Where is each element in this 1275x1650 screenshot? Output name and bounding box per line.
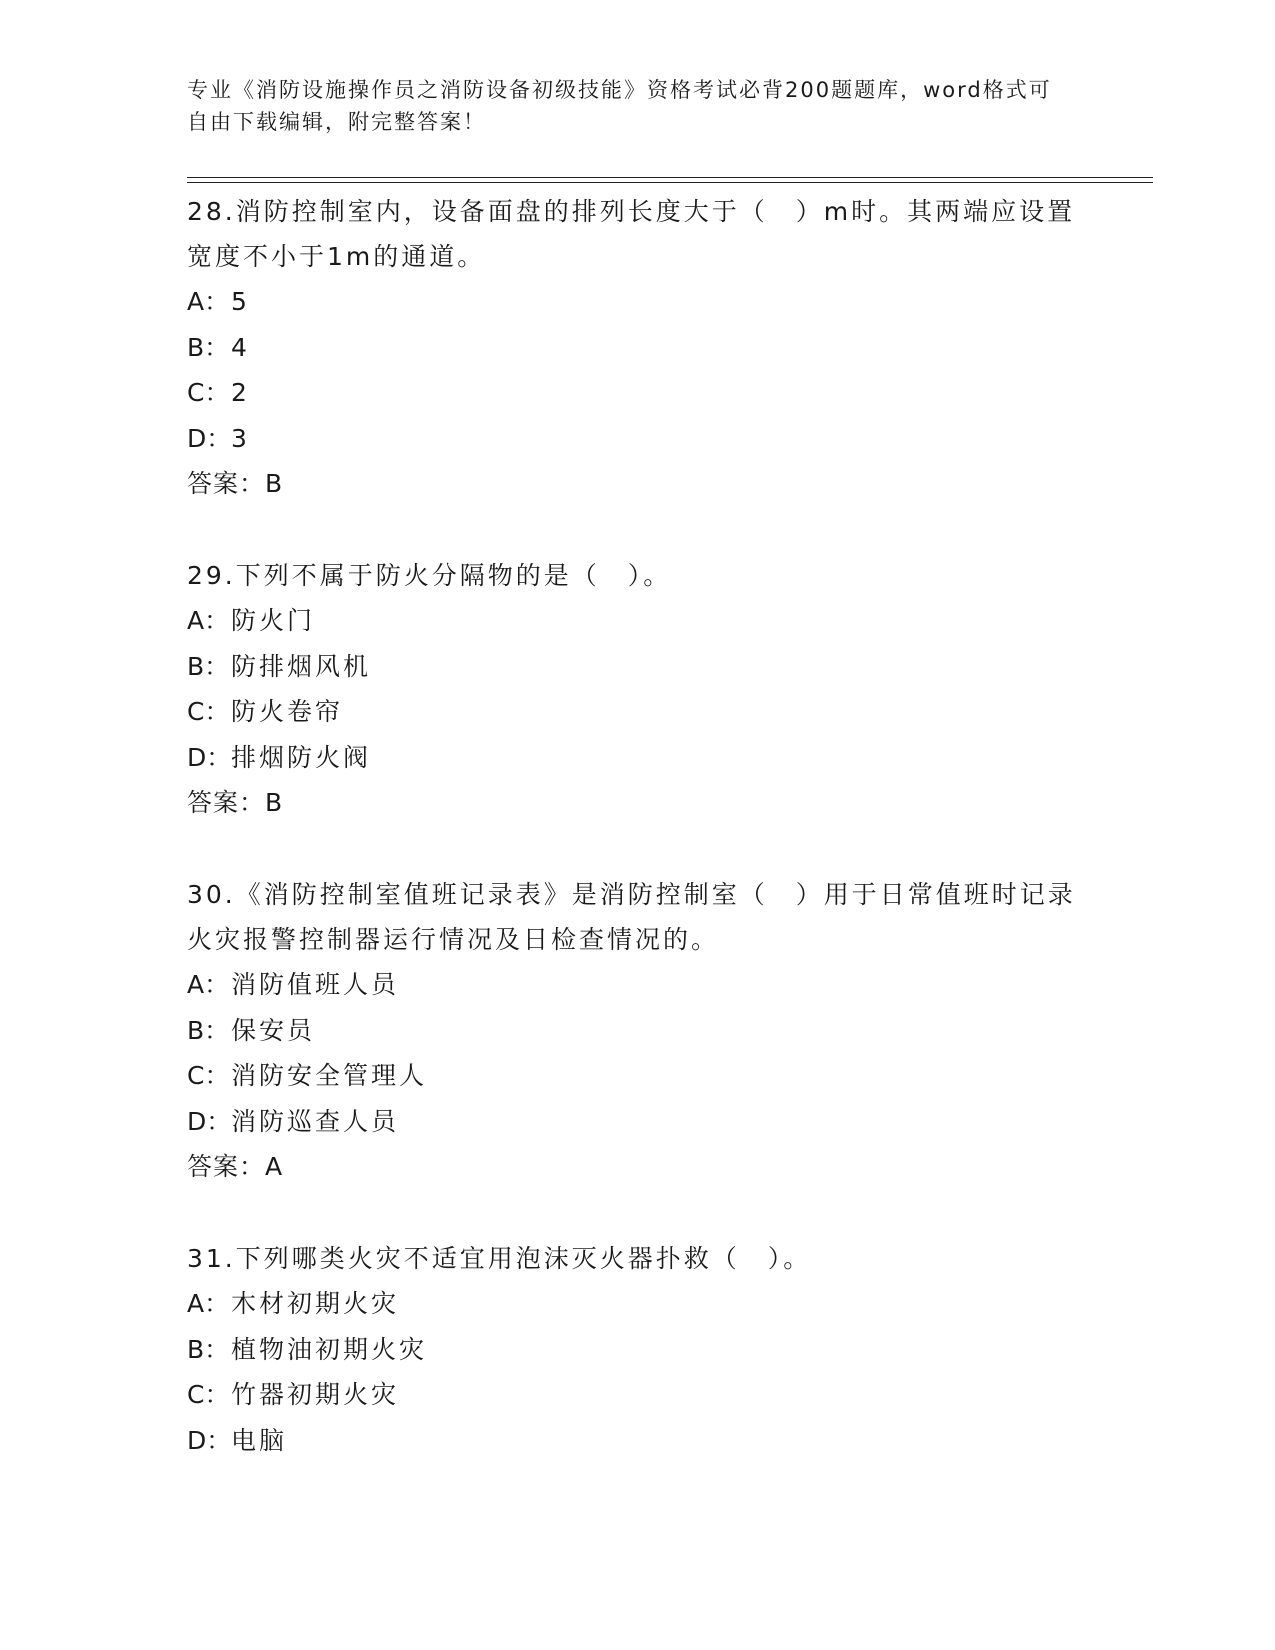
option-key: A：: [187, 287, 230, 316]
question-stem: 30.《消防控制室值班记录表》是消防控制室（ ）用于日常值班时记录火灾报警控制器运行情况及日检查情况的。: [187, 880, 1076, 954]
option-key: D：: [187, 423, 232, 453]
option-c: [187, 370, 1087, 416]
header-divider-line-secondary: [187, 182, 1153, 183]
option-key: C：: [187, 1380, 230, 1409]
header-divider-line: [187, 177, 1153, 178]
option-key: B：: [187, 651, 230, 681]
option-d: [187, 1418, 1087, 1464]
option-text: 竹器初期火灾: [231, 1380, 400, 1409]
option-text: 3: [231, 423, 250, 453]
option-text: 4: [231, 332, 250, 362]
option-key: A：: [187, 1289, 230, 1318]
option-key: A：: [187, 970, 230, 999]
answer-label: 答案：A: [187, 1152, 284, 1181]
option-text: 防火卷帘: [231, 697, 344, 726]
option-d: [187, 1099, 1087, 1145]
option-text: 消防安全管理人: [231, 1061, 428, 1090]
answer-label: 答案：B: [187, 788, 284, 817]
option-key: D：: [187, 1425, 232, 1455]
question-stem: 28.消防控制室内，设备面盘的排列长度大于（ ）m时。其两端应设置宽度不小于1m的通道。: [187, 197, 1076, 271]
option-key: A：: [187, 606, 230, 635]
option-text: 2: [231, 378, 250, 407]
option-c: [187, 1053, 1087, 1099]
document-header: 专业《消防设施操作员之消防设备初级技能》资格考试必背200题题库，word格式可自由下载编辑，附完整答案！: [187, 78, 1052, 134]
option-a: [187, 598, 1087, 644]
option-key: C：: [187, 1061, 230, 1090]
option-text: 消防巡查人员: [231, 1106, 400, 1136]
option-key: D：: [187, 1106, 232, 1136]
question-stem: 29.下列不属于防火分隔物的是（ ）。: [187, 561, 672, 590]
question-29: [187, 553, 1087, 825]
question-31: [187, 1236, 1087, 1463]
option-d: [187, 735, 1087, 781]
option-c: [187, 689, 1087, 735]
option-b: [187, 325, 1087, 371]
question-stem: 31.下列哪类火灾不适宜用泡沫灭火器扑救（ ）。: [187, 1244, 812, 1273]
option-text: 木材初期火灾: [231, 1289, 400, 1318]
option-b: [187, 1008, 1087, 1054]
option-a: [187, 962, 1087, 1008]
option-a: [187, 1281, 1087, 1327]
option-b: [187, 1327, 1087, 1373]
option-key: B：: [187, 1334, 230, 1364]
option-key: C：: [187, 378, 230, 407]
option-key: B：: [187, 332, 230, 362]
question-30: [187, 872, 1087, 1189]
option-c: [187, 1372, 1087, 1418]
option-text: 消防值班人员: [231, 970, 400, 999]
answer-label: 答案：B: [187, 469, 284, 498]
option-a: [187, 279, 1087, 325]
option-text: 保安员: [231, 1015, 316, 1045]
option-text: 5: [231, 287, 250, 316]
option-key: C：: [187, 697, 230, 726]
option-b: [187, 644, 1087, 690]
option-text: 防火门: [231, 606, 316, 635]
option-text: 防排烟风机: [231, 651, 372, 681]
option-text: 植物油初期火灾: [231, 1334, 428, 1364]
option-text: 电脑: [231, 1425, 288, 1455]
option-text: 排烟防火阀: [231, 742, 372, 772]
option-key: D：: [187, 742, 232, 772]
question-28: [187, 189, 1087, 506]
option-d: [187, 416, 1087, 462]
option-key: B：: [187, 1015, 230, 1045]
